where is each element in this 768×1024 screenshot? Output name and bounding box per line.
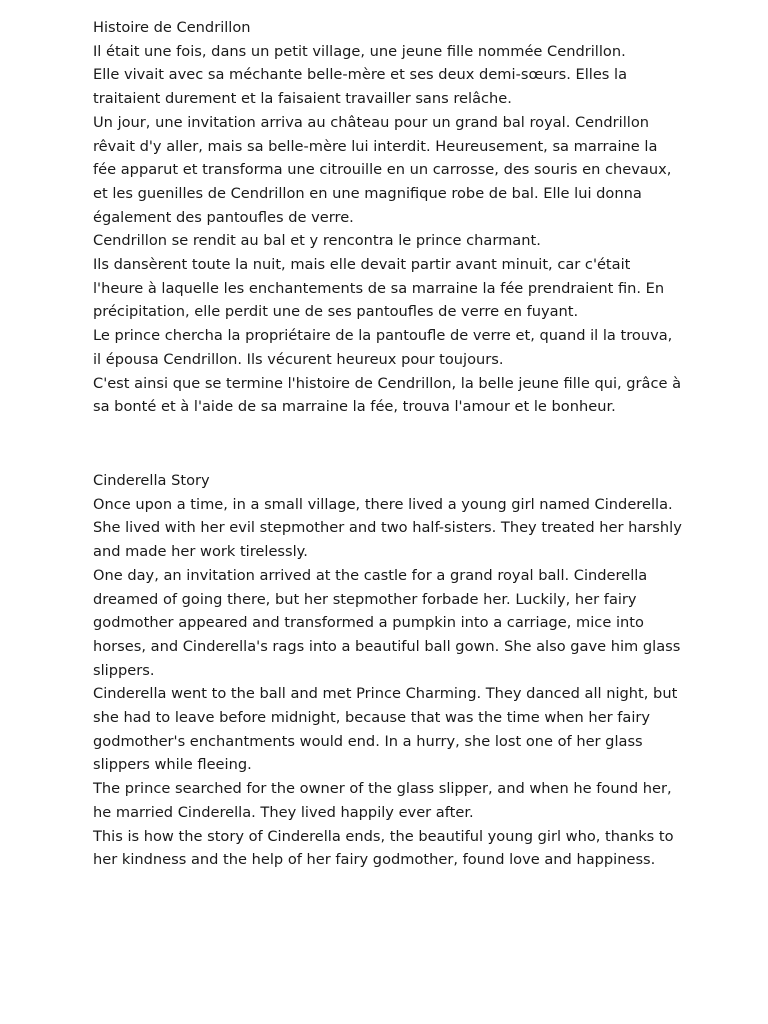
english-paragraph: She lived with her evil stepmother and two half-sisters. They treated her harshly and made her work tirelessly. — [93, 519, 682, 561]
english-story-section — [93, 469, 683, 872]
french-paragraph: Il était une fois, dans un petit village, une jeune fille nommée Cendrillon. — [93, 42, 626, 60]
english-paragraph: One day, an invitation arrived at the castle for a grand royal ball. Cinderella dreamed of going there, but her stepmother forbade her. Luckily, her fairy godmother appeared and transformed a pumpkin into a carriage, mice into horses, and Cinderella's rags into a beautiful ball gown. She also gave him glass slippers. — [93, 566, 681, 679]
english-story-title: Cinderella Story — [93, 472, 210, 489]
english-paragraph: This is how the story of Cinderella ends, the beautiful young girl who, thanks to her kindness and the help of her fairy godmother, found love and happiness. — [93, 827, 674, 869]
french-paragraph: Le prince chercha la propriétaire de la pantoufle de verre et, quand il la trouva, il épousa Cendrillon. Ils vécurent heureux pour toujours. — [93, 327, 673, 368]
french-paragraph: Elle vivait avec sa méchante belle-mère et ses deux demi-sœurs. Elles la traitaient durement et la faisaient travailler sans relâche. — [93, 66, 628, 108]
french-paragraph: Ils dansèrent toute la nuit, mais elle devait partir avant minuit, car c'était l'heure à laquelle les enchantements de sa marraine la fée prendraient fin. En précipitation, elle perdit une de ses pantoufles de verre en fuyant. — [93, 256, 665, 321]
french-story-section — [93, 16, 683, 419]
french-paragraph: Cendrillon se rendit au bal et y rencontra le prince charmant. — [93, 232, 541, 250]
french-paragraph: C'est ainsi que se termine l'histoire de Cendrillon, la belle jeune fille qui, grâce à sa bonté et à l'aide de sa marraine la fée, trouva l'amour et le bonheur. — [93, 374, 682, 416]
english-paragraph: Cinderella went to the ball and met Prince Charming. They danced all night, but she had to leave before midnight, because that was the time when her fairy godmother's enchantments would end. In a hurry, she lost one of her glass slippers while fleeing. — [93, 685, 678, 774]
english-paragraph: Once upon a time, in a small village, there lived a young girl named Cinderella. — [93, 495, 673, 513]
english-paragraph: The prince searched for the owner of the glass slipper, and when he found her, he married Cinderella. They lived happily ever after. — [93, 780, 672, 821]
french-story-title: Histoire de Cendrillon — [93, 19, 251, 36]
french-paragraph: Un jour, une invitation arriva au château pour un grand bal royal. Cendrillon rêvait d'y aller, mais sa belle-mère lui interdit. Heureusement, sa marraine la fée apparut et transforma une citrouille en un carrosse, des souris en chevaux, et les guenilles de Cendrillon en une magnifique robe de bal. Elle lui donna également des pantoufles de verre. — [93, 113, 672, 226]
